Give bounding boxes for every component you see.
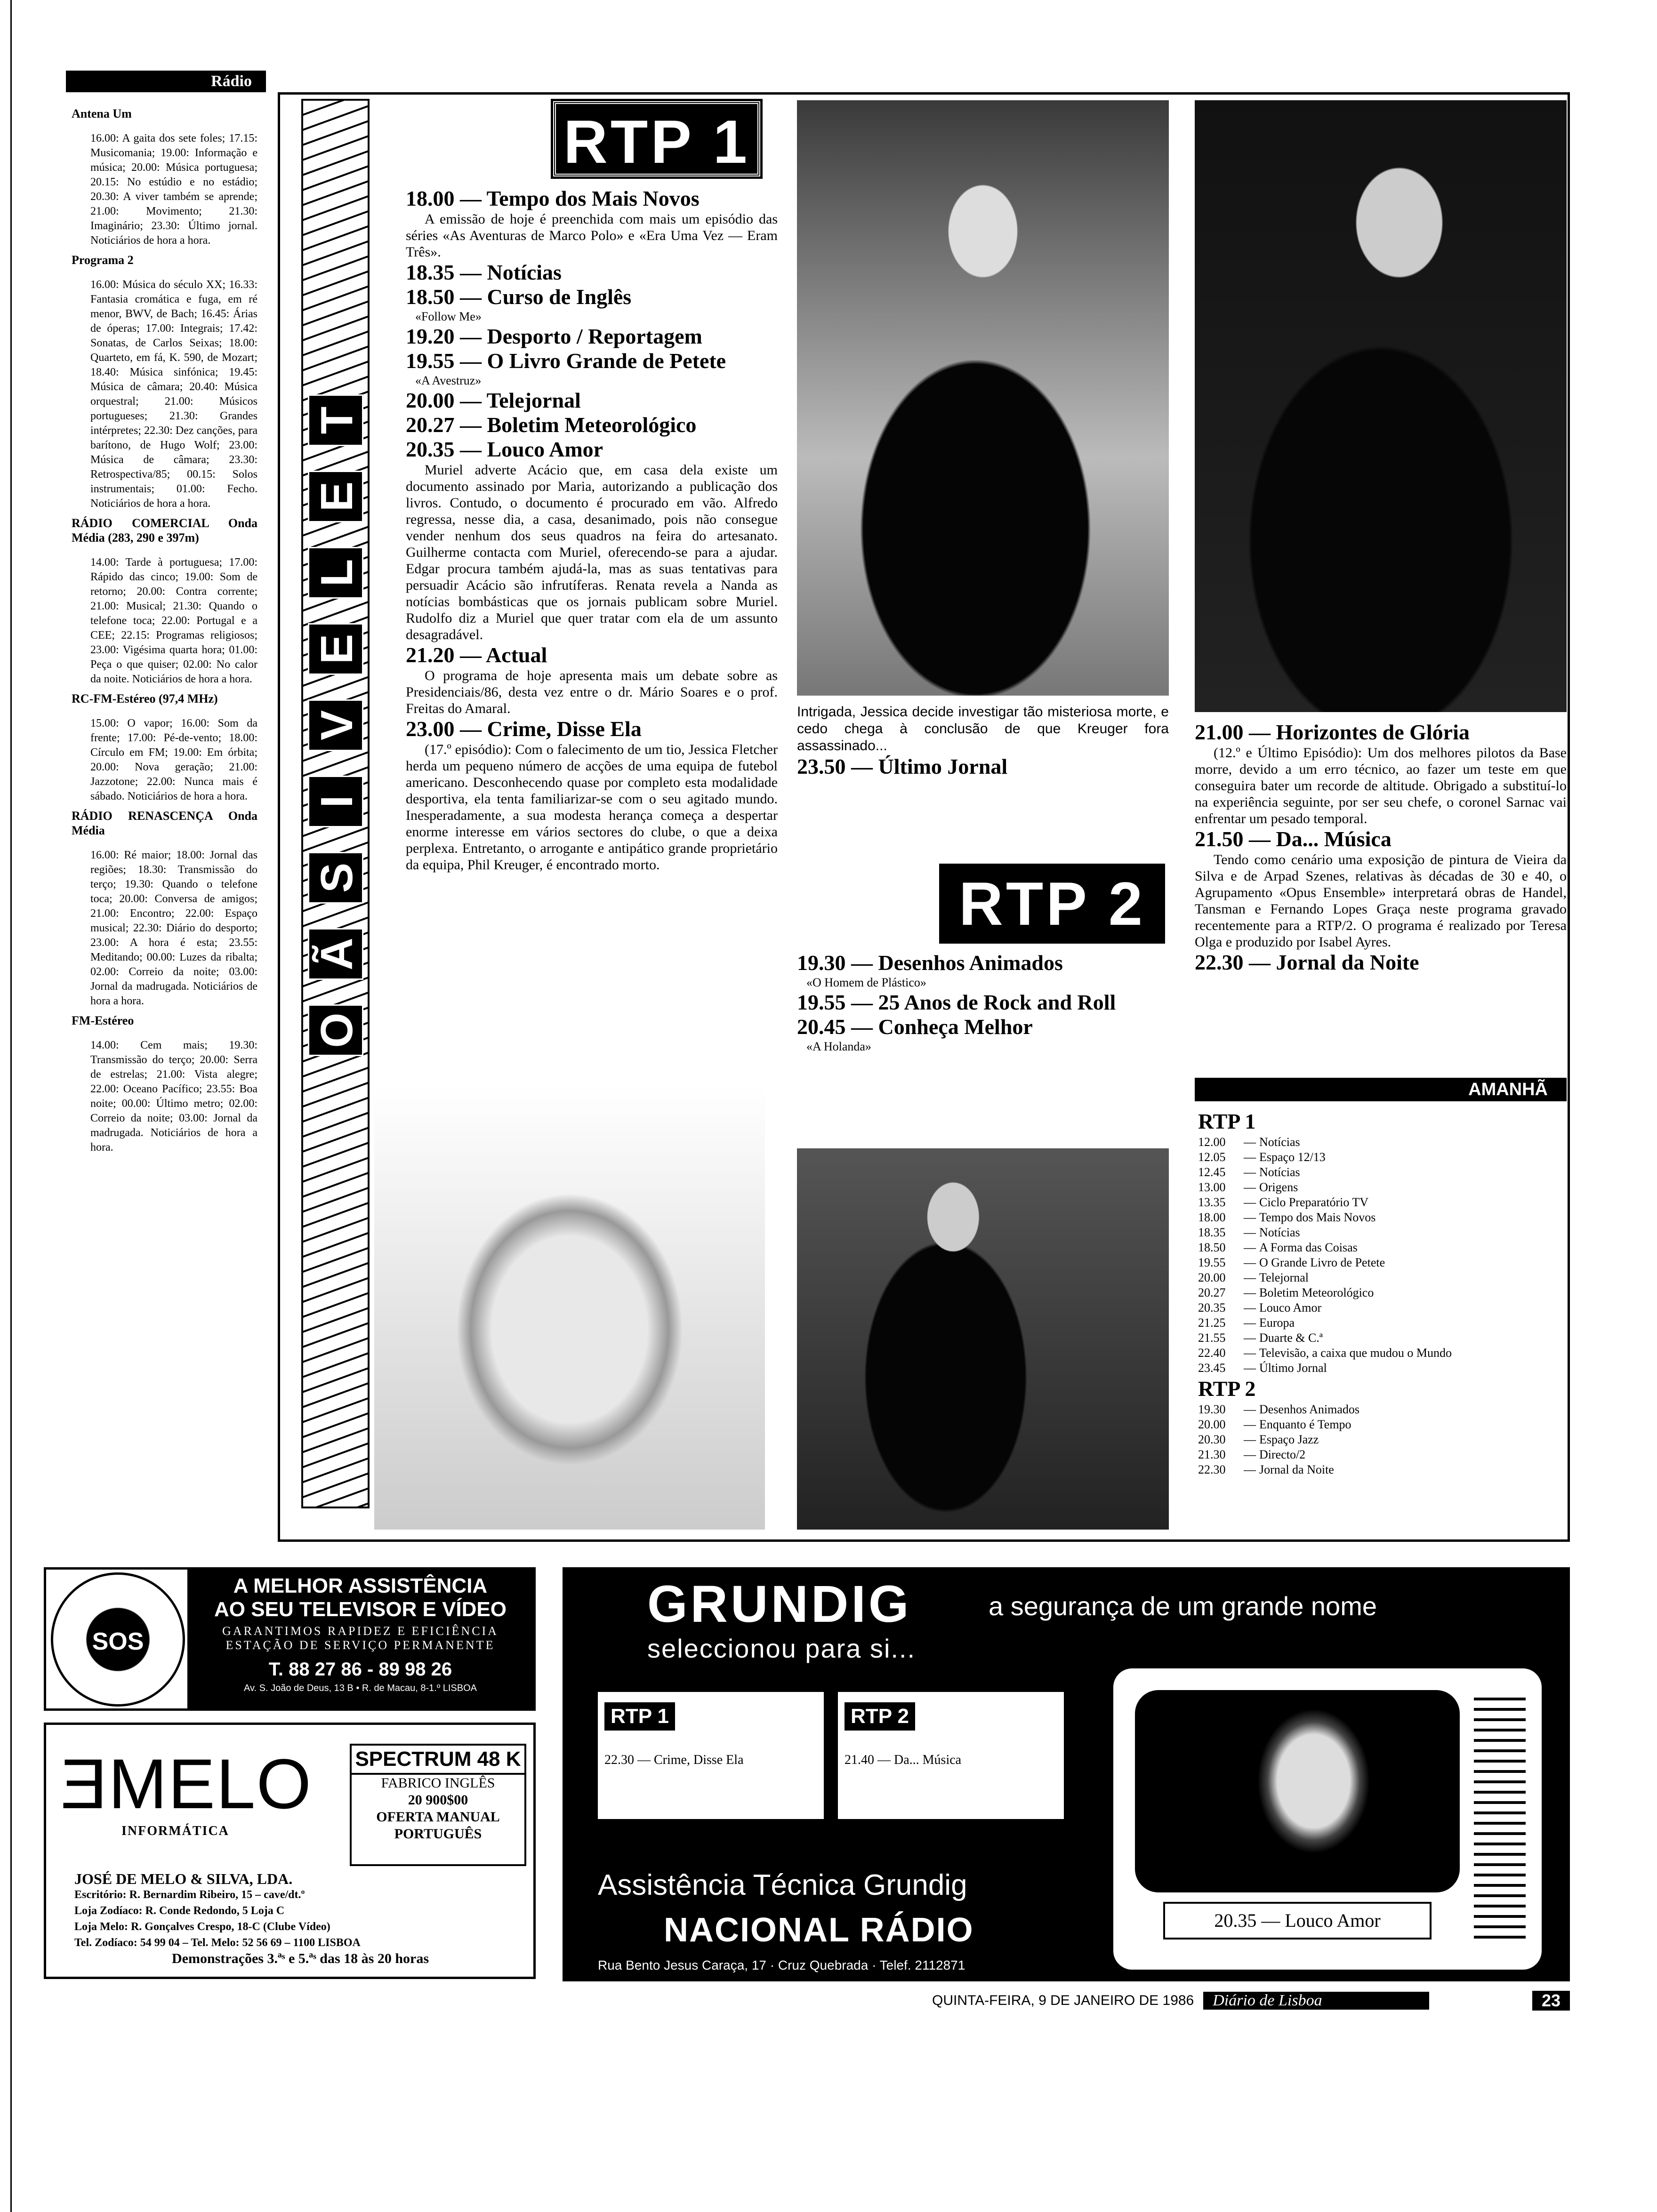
page-number: 23	[1532, 1991, 1570, 2011]
program-entry	[797, 1015, 1169, 1054]
amanha-row	[1198, 1195, 1565, 1210]
sos-subline: GARANTIMOS RAPIDEZ E EFICIÊNCIA	[222, 1624, 499, 1638]
amanha-dash: —	[1244, 1301, 1256, 1314]
scan-edge-rule	[10, 0, 12, 2212]
program-title: 21.00 — Horizontes de Glória	[1195, 720, 1470, 744]
banner-letters	[303, 393, 368, 1058]
program-entry	[797, 704, 1169, 754]
amanha-title: Enquanto é Tempo	[1259, 1418, 1351, 1431]
amanha-row	[1198, 1270, 1565, 1285]
amanha-dash: —	[1244, 1241, 1256, 1254]
banner-letter: S	[308, 852, 363, 904]
program-entry	[406, 260, 778, 285]
program-title: 18.00 — Tempo dos Mais Novos	[406, 186, 700, 210]
amanha-time: 12.05	[1198, 1150, 1226, 1164]
amanha-rtp2-title: RTP 2	[1198, 1377, 1256, 1401]
program-description: (12.º e Último Episódio): Um dos melhores pilotos da Base morre, devido a um erro técnico, ao fazer um teste em que conseguira bater um recorde de altitude. Obrigado a substituí-lo na experiência seguinte, por ser seu chefe, o coronel Sarnac vai enfrentar um pesado temporal.	[1195, 745, 1567, 826]
station-name: RC-FM-Estéreo (97,4 MHz)	[72, 692, 218, 705]
banner-letter: I	[308, 776, 363, 827]
rtp2-logo: RTP 2	[939, 864, 1165, 944]
station-radio-comercial	[72, 516, 257, 687]
sos-clinic-logo	[51, 1572, 185, 1707]
amanha-dash: —	[1244, 1463, 1256, 1476]
banner-letter: L	[308, 547, 363, 599]
program-title: 23.50 — Último Jornal	[797, 754, 1008, 778]
station-schedule: 14.00: Tarde à portuguesa; 17.00: Rápido das cinco; 19.00: Som de retorno; 20.00: Contra corrente; 21.00: Musical; 21.30: Quando o telefone toca; 22.00: Portugal e a CEE; 22.15: Programas religiosos; 23.00: Vigésima quarta hora; 01.00: Peça o que quiser; 02.00: No calor da noite. Noticiários de hora a hora.	[90, 556, 257, 685]
grundig-pick-rtp2	[838, 1692, 1064, 1819]
amanha-title: Desenhos Animados	[1259, 1403, 1360, 1416]
program-title: 23.00 — Crime, Disse Ela	[406, 717, 642, 741]
grundig-ad	[563, 1567, 1570, 1981]
amanha-row	[1198, 1361, 1565, 1376]
photo-caption: Intrigada, Jessica decide investigar tão misteriosa morte, e cedo chega à conclusão de que Kreuger fora assassinado...	[797, 704, 1169, 753]
amanha-row	[1198, 1180, 1565, 1195]
program-title: 20.45 — Conheça Melhor	[797, 1015, 1033, 1039]
melo-address-line: Loja Melo: R. Gonçalves Crespo, 18-C (Clube Vídeo)	[74, 1921, 330, 1933]
grundig-assistance: Assistência Técnica Grundig	[598, 1869, 967, 1901]
sos-address: Av. S. João de Deus, 13 B • R. de Macau, 8-1.º LISBOA	[244, 1683, 477, 1693]
grundig-pick-program: 21.40 — Da... Música	[845, 1753, 962, 1767]
banner-letter: V	[308, 699, 363, 751]
amanha-dash: —	[1244, 1403, 1256, 1416]
rtp1-logo: RTP 1	[553, 101, 760, 176]
amanha-dash: —	[1244, 1210, 1256, 1224]
amanha-time: 18.00	[1198, 1210, 1226, 1224]
amanha-title: Duarte & C.ª	[1259, 1331, 1323, 1345]
amanha-row	[1198, 1402, 1565, 1417]
nacional-radio: NACIONAL RÁDIO	[664, 1911, 974, 1949]
rtp2-schedule	[797, 951, 1169, 1054]
spectrum-line: OFERTA MANUAL	[376, 1809, 500, 1825]
amanha-dash: —	[1244, 1286, 1256, 1299]
program-description: Muriel adverte Acácio que, em casa dela existe um documento assinado por Maria, autorizando a publicação dos livros. Contudo, o documento é procurado em vão. Alfredo regressa, nesse dia, a casa, desanimado, pois não consegue vender nenhum dos seus quadros na feira do artesanato. Guilherme contacta com Muriel, oferecendo-se para a ajudar. Edgar procura também ajudá-la, mas as suas tentativas para persuadir Acácio são infrutíferas. Renata revela a Nanda as notícias bombásticas que os jornais publicam sobre Muriel. Rudolfo diz a Muriel que quer tratar com ela de um assunto desagradável.	[406, 462, 778, 642]
spectrum-line: FABRICO INGLÊS	[381, 1775, 495, 1791]
program-entry	[406, 186, 778, 260]
amanha-row	[1198, 1165, 1565, 1180]
program-title: 22.30 — Jornal da Noite	[1195, 950, 1419, 974]
amanha-dash: —	[1244, 1271, 1256, 1284]
amanha-time: 13.35	[1198, 1195, 1226, 1209]
amanha-time: 23.45	[1198, 1361, 1226, 1375]
station-fm-estereo	[72, 1013, 257, 1155]
amanha-dash: —	[1244, 1316, 1256, 1330]
radio-column	[66, 71, 266, 1544]
amanha-time: 19.55	[1198, 1256, 1226, 1269]
sos-phone: T. 88 27 86 - 89 98 26	[268, 1659, 452, 1680]
banner-letter: Ã	[308, 928, 363, 980]
amanha-row	[1198, 1330, 1565, 1346]
station-antena-um	[72, 106, 257, 248]
amanha-time: 20.30	[1198, 1433, 1226, 1446]
amanha-time: 22.30	[1198, 1463, 1226, 1476]
banner-letter: T	[308, 394, 363, 446]
amanha-dash: —	[1244, 1180, 1256, 1194]
photo-elderly-man	[374, 1085, 765, 1530]
amanha-time: 20.27	[1198, 1286, 1226, 1299]
amanha-row	[1198, 1240, 1565, 1255]
melo-phone-line: Tel. Zodíaco: 54 99 04 – Tel. Melo: 52 56 69 – 1100 LISBOA	[74, 1937, 361, 1949]
banner-letter: E	[308, 471, 363, 522]
amanha-time: 20.00	[1198, 1271, 1226, 1284]
amanha-time: 13.00	[1198, 1180, 1226, 1194]
melo-address-line: Escritório: R. Bernardim Ribeiro, 15 – cave/dt.º	[74, 1889, 305, 1901]
amanha-title: Ciclo Preparatório TV	[1259, 1195, 1369, 1209]
program-subtitle: «Follow Me»	[415, 310, 482, 323]
grundig-pick-rtp1	[598, 1692, 824, 1819]
station-schedule: 15.00: O vapor; 16.00: Som da frente; 17.00: Pé-de-vento; 18.00: Círculo em FM; 19.00: Em órbita; 20.00: Nova geração; 21.00: Jazzotone; 22.00: Nunca mais é sábado. Noticiários de hora a hora.	[90, 717, 257, 802]
photo-man-at-bar	[797, 1148, 1169, 1530]
amanha-title: Espaço 12/13	[1259, 1150, 1326, 1164]
amanha-title: Origens	[1259, 1180, 1298, 1194]
page-footer	[932, 1991, 1570, 2011]
radio-header: Rádio	[66, 71, 266, 92]
amanha-dash: —	[1244, 1195, 1256, 1209]
program-description: (17.º episódio): Com o falecimento de um tio, Jessica Fletcher herda um pequeno número de acções de uma equipa de futebol americano. Desconhecendo quase por completo esta modalidade desportiva, ela tenta familiarizar-se com o seu agitado mundo. Inesperadamente, a sua modesta herança começa a despertar enorme interesse em vários sectores do clube, o que a deixa perplexa. Entretanto, o arrogante e antipático grande proprietário da equipa, Phil Kreuger, é encontrado morto.	[406, 742, 778, 873]
program-entry	[1195, 720, 1567, 827]
rtp2-mini-logo: RTP 2	[845, 1702, 915, 1731]
program-title: 20.00 — Telejornal	[406, 388, 581, 412]
station-name: RÁDIO RENASCENÇA Onda Média	[72, 809, 257, 837]
program-title: 20.35 — Louco Amor	[406, 437, 603, 461]
program-title: 21.50 — Da... Música	[1195, 827, 1392, 851]
program-title: 20.27 — Boletim Meteorológico	[406, 413, 697, 437]
station-schedule: 14.00: Cem mais; 19.30: Transmissão do terço; 20.00: Serra de estrelas; 21.00: Vista alegre; 22.00: Oceano Pacífico; 23.55: Boa noite; 00.00: Último metro; 02.00: Correio da noite; 03.00: Jornal da madrugada. Noticiários de hora a hora.	[90, 1039, 257, 1154]
sos-headline-2: AO SEU TELEVISOR E VÍDEO	[214, 1598, 507, 1621]
grundig-pick-program: 22.30 — Crime, Disse Ela	[604, 1753, 744, 1767]
amanha-row	[1198, 1135, 1565, 1150]
amanha-title: Jornal da Noite	[1259, 1463, 1334, 1476]
amanha-rtp2-list	[1198, 1402, 1565, 1477]
program-entry	[406, 285, 778, 324]
photo-man-reading	[797, 100, 1169, 696]
newspaper-name: Diário de Lisboa	[1203, 1992, 1429, 2010]
amanha-row	[1198, 1417, 1565, 1432]
program-entry	[1195, 827, 1567, 950]
program-entry	[797, 951, 1169, 990]
melo-informatica-label: INFORMÁTICA	[121, 1824, 229, 1838]
program-description: O programa de hoje apresenta mais um debate sobre as Presidenciais/86, desta vez entre o dr. Mário Soares e o prof. Freitas do Amaral.	[406, 668, 778, 716]
melo-logo: ƎMELO	[60, 1744, 313, 1823]
amanha-row	[1198, 1300, 1565, 1315]
amanha-time: 19.30	[1198, 1403, 1226, 1416]
amanha-time: 21.55	[1198, 1331, 1226, 1345]
amanha-dash: —	[1244, 1150, 1256, 1164]
amanha-time: 18.50	[1198, 1241, 1226, 1254]
program-entry	[797, 990, 1169, 1015]
station-renascenca	[72, 809, 257, 1009]
amanha-rtp1-list	[1198, 1135, 1565, 1376]
program-title: 19.55 — O Livro Grande de Petete	[406, 349, 726, 373]
grundig-brand: GRUNDIG	[647, 1575, 912, 1633]
sos-tv-repair-ad	[44, 1567, 536, 1711]
amanha-header: AMANHÃ	[1195, 1078, 1567, 1101]
amanha-title: Boletim Meteorológico	[1259, 1286, 1374, 1299]
station-name: Antena Um	[72, 107, 132, 120]
melo-contact-block	[74, 1871, 526, 1967]
rtp1-mini-logo: RTP 1	[604, 1702, 675, 1731]
amanha-title: Tempo dos Mais Novos	[1259, 1210, 1376, 1224]
amanha-dash: —	[1244, 1256, 1256, 1269]
melo-informatica-ad	[44, 1723, 536, 1979]
tv-program-label: 20.35 — Louco Amor	[1163, 1902, 1432, 1940]
amanha-row	[1198, 1255, 1565, 1270]
rtp2-schedule-continued	[1195, 720, 1567, 975]
rtp1-schedule-continued	[797, 704, 1169, 779]
banner-letter: O	[308, 1004, 363, 1056]
amanha-time: 20.00	[1198, 1418, 1226, 1431]
program-entry	[797, 754, 1169, 779]
amanha-time: 12.00	[1198, 1135, 1226, 1149]
sos-logo-text: SOS	[92, 1628, 144, 1655]
grundig-slogan: a segurança de um grande nome	[989, 1591, 1377, 1621]
rtp1-schedule	[406, 186, 778, 873]
amanha-time: 22.40	[1198, 1346, 1226, 1360]
station-name: FM-Estéreo	[72, 1014, 134, 1027]
amanha-title: Directo/2	[1259, 1448, 1306, 1461]
amanha-time: 18.35	[1198, 1226, 1226, 1239]
station-rc-fm	[72, 691, 257, 804]
amanha-row	[1198, 1150, 1565, 1165]
station-name: Programa 2	[72, 253, 134, 267]
amanha-title: Notícias	[1259, 1135, 1300, 1149]
amanha-row	[1198, 1225, 1565, 1240]
station-schedule: 16.00: A gaita dos sete foles; 17.15: Musicomania; 19.00: Informação e música; 20.00: Música portuguesa; 20.15: No estúdio e no estádio; 20.30: A viver também se aprende; 21.00: Movimento; 21.30: Imaginário; 23.30: Último jornal. Noticiários de hora a hora.	[90, 132, 257, 247]
amanha-dash: —	[1244, 1448, 1256, 1461]
station-schedule: 16.00: Ré maior; 18.00: Jornal das regiões; 18.30: Transmissão do terço; 19.30: Quando o telefone toca; 20.00: Conversa de amigos; 21.00: Encontro; 22.00: Espaço musical; 22.30: Diário do desporto; 23.00: A hora é esta; 23.55: Meditando; 00.00: Luzes da ribalta; 02.00: Correio da noite; 03.00: Jornal da madrugada. Noticiários de hora a hora.	[90, 849, 257, 1007]
amanha-dash: —	[1244, 1433, 1256, 1446]
program-entry	[406, 717, 778, 873]
program-title: 19.30 — Desenhos Animados	[797, 951, 1063, 975]
amanha-dash: —	[1244, 1418, 1256, 1431]
amanha-dash: —	[1244, 1226, 1256, 1239]
amanha-row	[1198, 1285, 1565, 1300]
amanha-title: Louco Amor	[1259, 1301, 1322, 1314]
amanha-time: 21.25	[1198, 1316, 1226, 1330]
spectrum-offer-box	[350, 1744, 526, 1866]
amanha-time: 12.45	[1198, 1165, 1226, 1179]
amanha-dash: —	[1244, 1361, 1256, 1375]
program-subtitle: «O Homem de Plástico»	[806, 976, 926, 989]
photo-man-microphone	[1195, 100, 1567, 712]
program-subtitle: «A Avestruz»	[415, 374, 482, 387]
radio-listings	[66, 92, 266, 1155]
amanha-title: Notícias	[1259, 1226, 1300, 1239]
amanha-dash: —	[1244, 1135, 1256, 1149]
banner-letter: E	[308, 623, 363, 675]
amanha-row	[1198, 1210, 1565, 1225]
program-entry	[406, 349, 778, 388]
spectrum-price: 20 900$00	[408, 1792, 468, 1808]
spectrum-title: SPECTRUM 48 K	[352, 1746, 524, 1775]
program-entry	[406, 643, 778, 717]
amanha-title: O Grande Livro de Petete	[1259, 1256, 1385, 1269]
amanha-row	[1198, 1432, 1565, 1447]
amanha-listings	[1198, 1108, 1565, 1477]
amanha-row	[1198, 1315, 1565, 1330]
program-description: A emissão de hoje é preenchida com mais um episódio das séries «As Aventuras de Marco Polo» e «Era Uma Vez — Eram Três».	[406, 211, 778, 260]
station-schedule: 16.00: Música do século XX; 16.33: Fantasia cromática e fuga, em ré menor, BWV, de Bach; 16.45: Árias de óperas; 17.00: Integrais; 17.42: Sonatas, de Carlos Seixas; 18.00: Quarteto, em fá, K. 590, de Mozart; 18.40: Música sinfónica; 19.45: Música de câmara; 20.40: Música orquestral; 21.00: Músicos portugueses; 21.30: Grandes intérpretes; 22.30: Dez canções, para barítono, de Hugo Wolf; 23.00: Música de câmara; 23.30: Retrospectiva/85; 00.15: Solos instrumentais; 01.00: Fecho. Noticiários de hora a hora.	[90, 279, 257, 510]
grundig-address: Rua Bento Jesus Caraça, 17 · Cruz Quebrada · Telef. 2112871	[598, 1958, 965, 1972]
program-description: Tendo como cenário uma exposição de pintura de Vieira da Silva e de Arpad Szenes, relativas às décadas de 30 e 40, o Agrupamento «Opus Ensemble» interpretará obras de Handel, Tansman e Fernando Lopes Graça neste programa gravado recentemente para a RTP/2. O programa é realizado por Teresa Olga e produzido por Isabel Ayres.	[1195, 852, 1567, 950]
melo-demo-hours: Demonstrações 3.ªˢ e 5.ªˢ das 18 às 20 horas	[172, 1951, 429, 1966]
television-set-illustration	[1113, 1668, 1542, 1970]
amanha-title: Televisão, a caixa que mudou o Mundo	[1259, 1346, 1452, 1360]
tv-speaker-grille	[1474, 1690, 1526, 1944]
program-title: 19.55 — 25 Anos de Rock and Roll	[797, 990, 1116, 1014]
issue-date: QUINTA-FEIRA, 9 DE JANEIRO DE 1986	[932, 1993, 1194, 2008]
amanha-title: Telejornal	[1259, 1271, 1309, 1284]
amanha-time: 21.30	[1198, 1448, 1226, 1461]
amanha-title: Europa	[1259, 1316, 1295, 1330]
program-entry	[406, 437, 778, 643]
tv-screen	[1135, 1690, 1460, 1892]
station-name: RÁDIO COMERCIAL Onda Média (283, 290 e 397m)	[72, 516, 257, 545]
station-programa-2	[72, 253, 257, 511]
sos-subline-2: ESTAÇÃO DE SERVIÇO PERMANENTE	[225, 1638, 495, 1652]
program-subtitle: «A Holanda»	[806, 1040, 871, 1053]
amanha-dash: —	[1244, 1165, 1256, 1179]
sos-ad-text-block	[187, 1570, 533, 1709]
program-title: 19.20 — Desporto / Reportagem	[406, 324, 702, 348]
melo-address-line: Loja Zodíaco: R. Conde Redondo, 5 Loja C	[74, 1905, 285, 1917]
amanha-dash: —	[1244, 1346, 1256, 1360]
amanha-title: Espaço Jazz	[1259, 1433, 1319, 1446]
program-entry	[406, 413, 778, 437]
amanha-title: Último Jornal	[1259, 1361, 1327, 1375]
spectrum-line: PORTUGUÊS	[394, 1826, 482, 1842]
amanha-row	[1198, 1346, 1565, 1361]
amanha-rtp1-title: RTP 1	[1198, 1109, 1256, 1133]
program-entry	[406, 324, 778, 349]
televisao-vertical-banner	[301, 99, 370, 1508]
melo-company: JOSÉ DE MELO & SILVA, LDA.	[74, 1870, 293, 1887]
amanha-title: Notícias	[1259, 1165, 1300, 1179]
amanha-time: 20.35	[1198, 1301, 1226, 1314]
program-entry	[1195, 950, 1567, 975]
grundig-selected-line: seleccionou para si...	[647, 1634, 916, 1663]
amanha-title: A Forma das Coisas	[1259, 1241, 1358, 1254]
sos-headline: A MELHOR ASSISTÊNCIA	[233, 1574, 488, 1597]
amanha-dash: —	[1244, 1331, 1256, 1345]
program-entry	[406, 388, 778, 413]
amanha-row	[1198, 1447, 1565, 1462]
program-title: 18.50 — Curso de Inglês	[406, 285, 632, 309]
amanha-row	[1198, 1462, 1565, 1477]
program-title: 18.35 — Notícias	[406, 260, 562, 284]
program-title: 21.20 — Actual	[406, 643, 547, 667]
